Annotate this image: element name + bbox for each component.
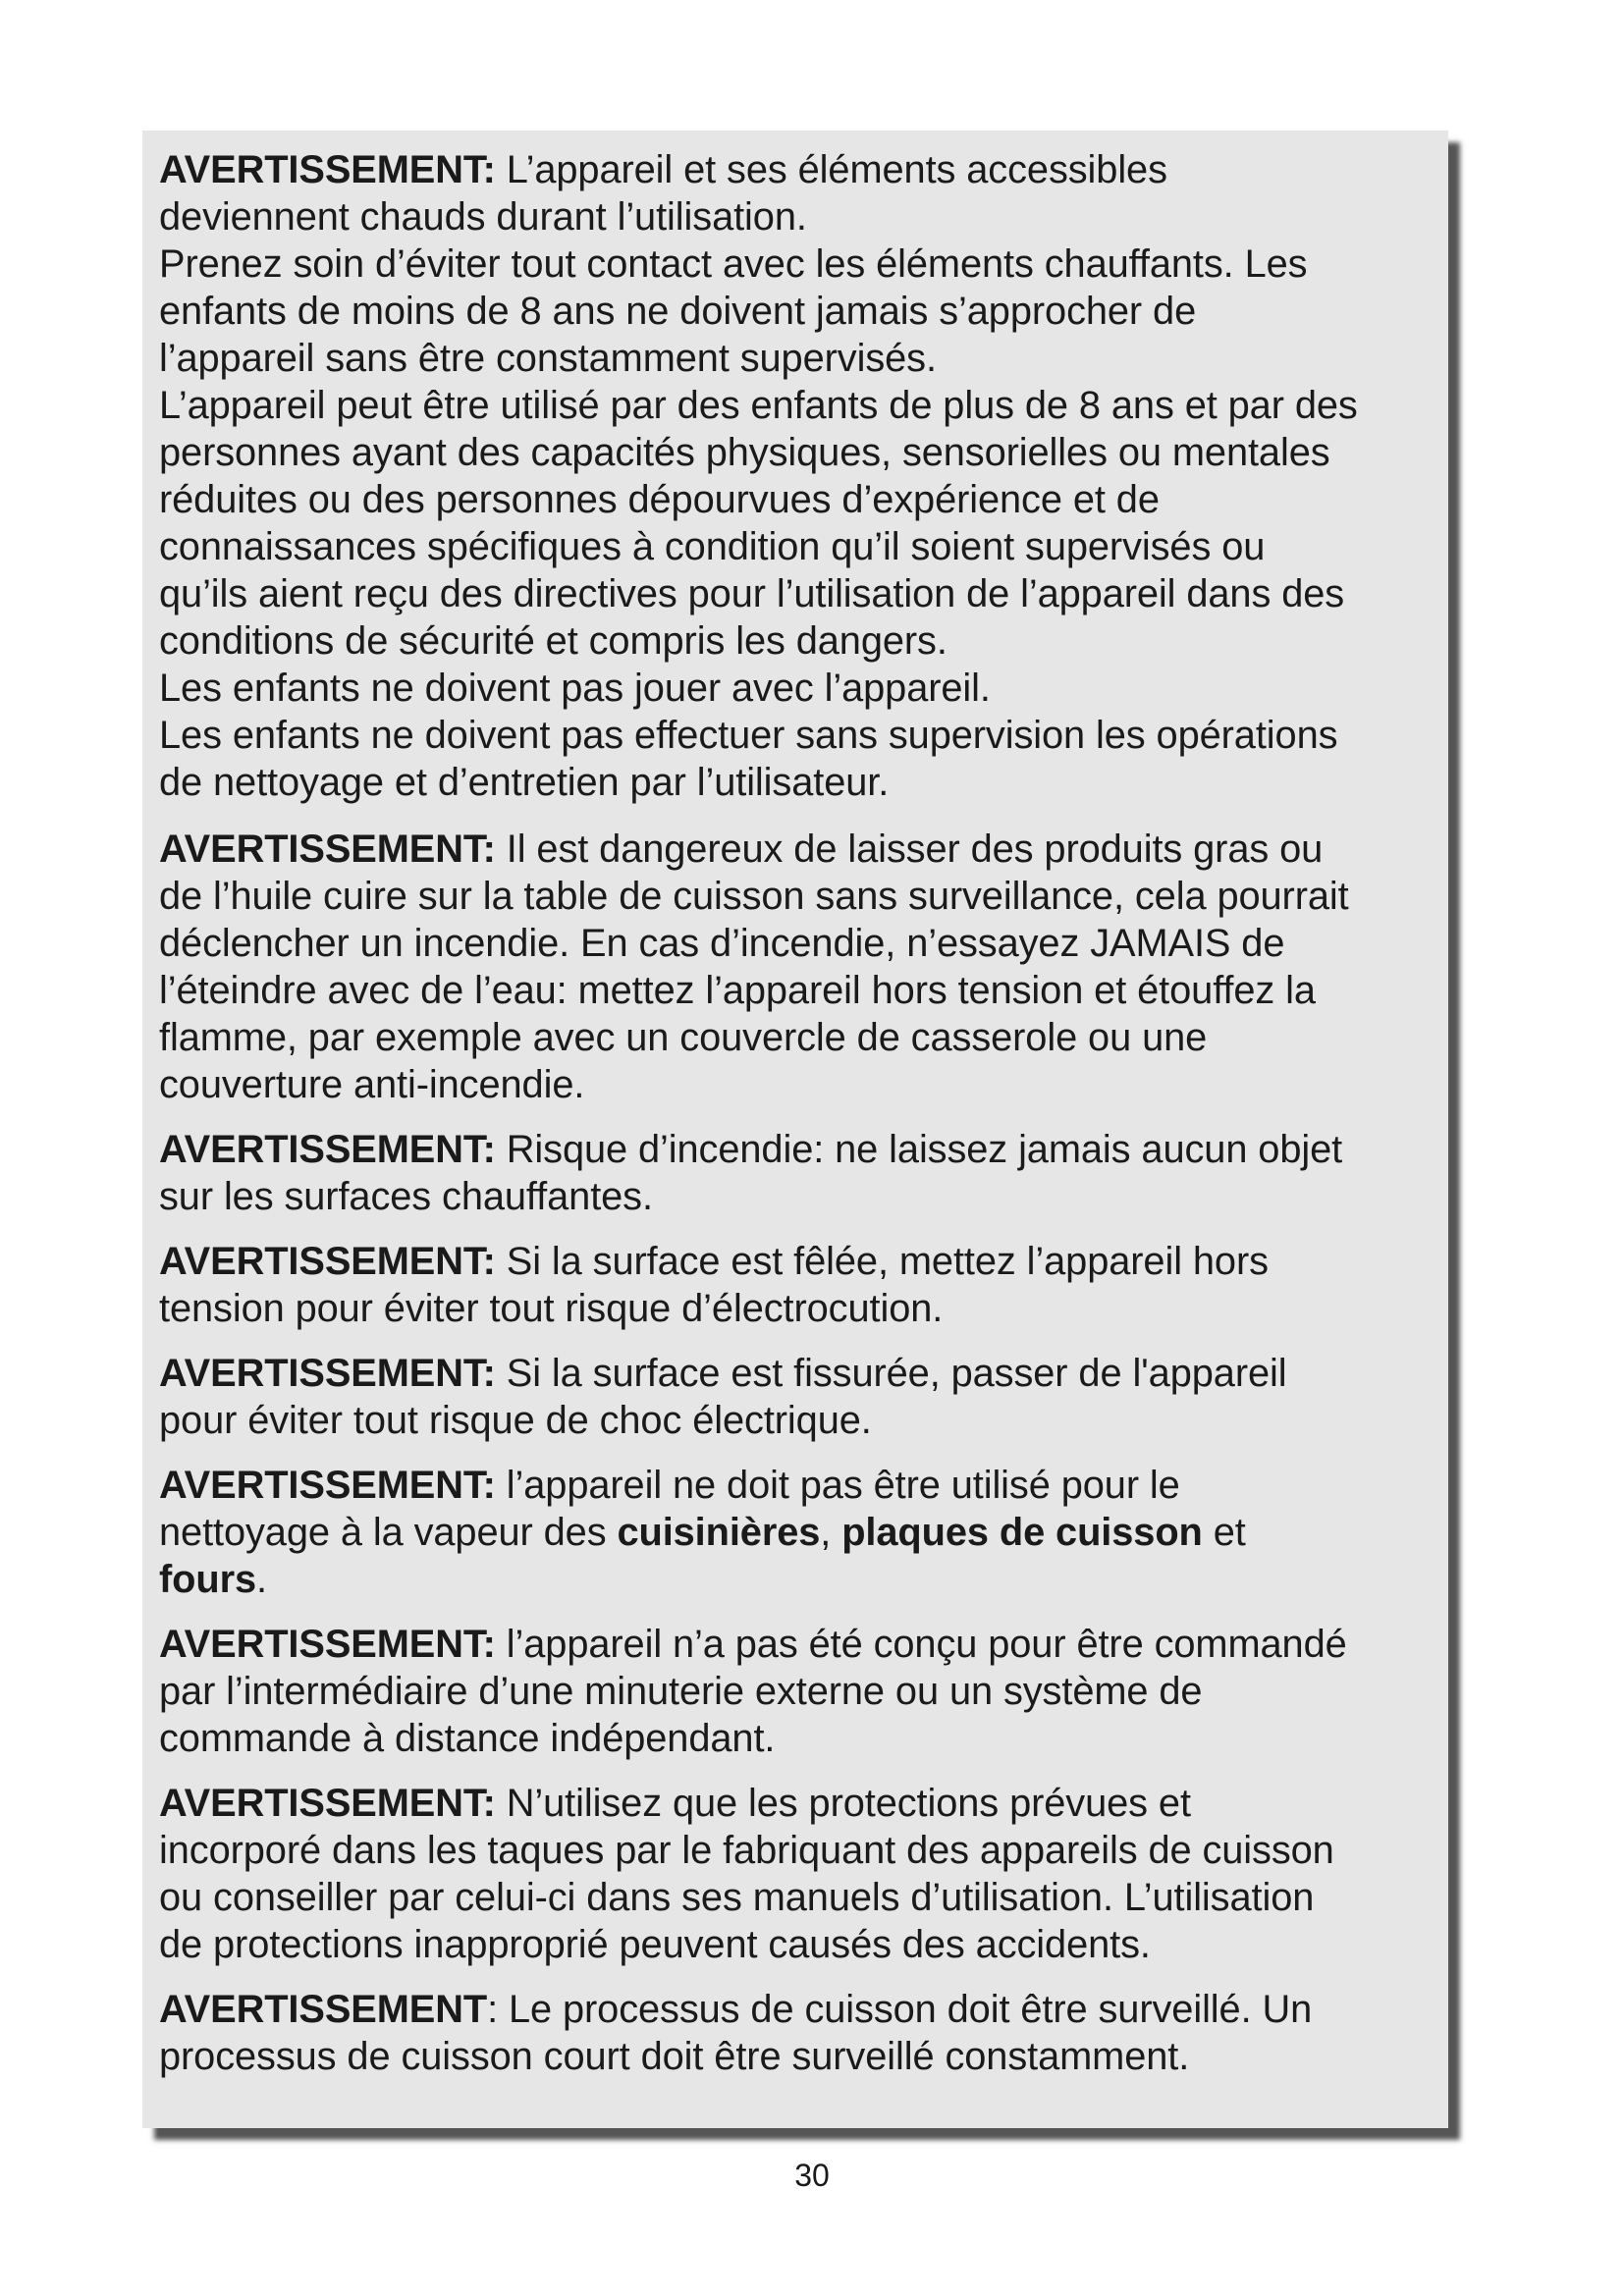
warning-label: AVERTISSEMENT: bbox=[159, 1128, 496, 1171]
warning-label: AVERTISSEMENT bbox=[159, 1988, 488, 2031]
page-number: 30 bbox=[794, 2158, 830, 2193]
warning-paragraph: AVERTISSEMENT: Le processus de cuisson doit être surveillé. Un processus de cuisson court doit être surveillé constamment. bbox=[159, 1988, 1313, 2078]
warning-paragraph: AVERTISSEMENT: Risque d’incendie: ne laissez jamais aucun objet sur les surfaces chauffantes. bbox=[159, 1128, 1343, 1218]
emphasis-plaques-de-cuisson: plaques de cuisson bbox=[841, 1511, 1203, 1554]
warning-label: AVERTISSEMENT: bbox=[159, 1240, 496, 1283]
warning-paragraph: AVERTISSEMENT: Si la surface est fêlée, mettez l’appareil hors tension pour éviter tout risque d’électrocution. bbox=[159, 1240, 1269, 1330]
warning-label: AVERTISSEMENT: bbox=[159, 1352, 496, 1395]
warning-paragraph: AVERTISSEMENT: L’appareil et ses éléments accessibles deviennent chauds durant l’utilisation. Prenez soin d’éviter tout contact avec les éléments chauffants. Les enfants de moins de 8 ans ne doivent jamais s’approcher de l’appareil sans être constamment supervisés. L’appareil peut être utilisé par des enfants de plus de 8 ans et par des personnes ayant des capacités physiques, sensorielles ou mentales réduites ou des personnes dépourvues d’expérience et de connaissances spécifiques à condition qu’il soient supervisés ou qu’ils aient reçu des directives pour l’utilisation de l’appareil dans des conditions de sécurité et compris les dangers. Les enfants ne doivent pas jouer avec l’appareil. Les enfants ne doivent pas effectuer sans supervision les opérations de nettoyage et d’entretien par l’utilisateur. bbox=[159, 148, 1358, 804]
warning-label: AVERTISSEMENT: bbox=[159, 1464, 496, 1507]
warning-label: AVERTISSEMENT: bbox=[159, 1782, 496, 1825]
warning-label: AVERTISSEMENT: bbox=[159, 828, 496, 871]
emphasis-fours: fours bbox=[159, 1558, 256, 1601]
warning-label: AVERTISSEMENT: bbox=[159, 1623, 496, 1666]
emphasis-cuisinieres: cuisinières bbox=[617, 1511, 821, 1554]
warning-paragraph: AVERTISSEMENT: N’utilisez que les protections prévues et incorporé dans les taques par le fabriquant des appareils de cuisson ou conseiller par celui-ci dans ses manuels d’utilisation. L’utilisation de protections inapproprié peuvent causés des accidents. bbox=[159, 1782, 1334, 1966]
warnings-box bbox=[142, 131, 1448, 2128]
warning-paragraph: AVERTISSEMENT: l’appareil n’a pas été conçu pour être commandé par l’intermédiaire d’une minuterie externe ou un système de commande à distance indépendant. bbox=[159, 1623, 1347, 1760]
warning-paragraph: AVERTISSEMENT: Il est dangereux de laisser des produits gras ou de l’huile cuire sur la table de cuisson sans surveillance, cela pourrait déclencher un incendie. En cas d’incendie, n’essayez JAMAIS de l’éteindre avec de l’eau: mettez l’appareil hors tension et étouffez la flamme, par exemple avec un couvercle de casserole ou une couverture anti-incendie. bbox=[159, 828, 1349, 1106]
warning-label: AVERTISSEMENT: bbox=[159, 148, 496, 191]
warning-paragraph: AVERTISSEMENT: Si la surface est fissurée, passer de l'appareil pour éviter tout risque de choc électrique. bbox=[159, 1352, 1287, 1442]
warning-paragraph: AVERTISSEMENT: l’appareil ne doit pas être utilisé pour le nettoyage à la vapeur des cuisinières, plaques de cuisson et fours. bbox=[159, 1464, 1246, 1601]
